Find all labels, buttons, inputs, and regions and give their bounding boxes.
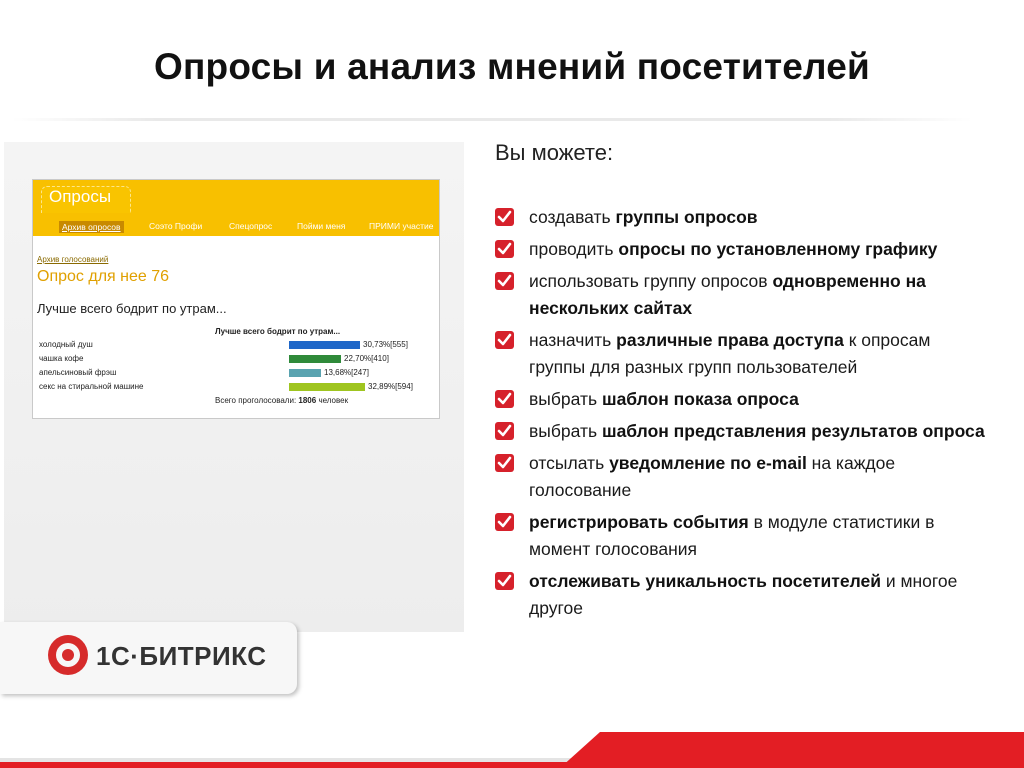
nav-item[interactable]: Пойми меня bbox=[297, 221, 346, 231]
checkbox-checked-icon bbox=[495, 240, 514, 258]
feature-item bbox=[495, 204, 985, 231]
feature-highlight: опросы по установленному графику bbox=[618, 239, 938, 259]
feature-highlight: различные права доступа bbox=[616, 330, 844, 350]
feature-list bbox=[495, 204, 985, 627]
feature-text: к опросам группы для разных групп пользователей bbox=[529, 330, 931, 377]
checkbox-checked-icon bbox=[495, 422, 514, 440]
bitrix-logo-icon bbox=[48, 635, 88, 675]
chart-category-label: апельсиновый фрэш bbox=[39, 368, 117, 377]
nav-item[interactable]: Спецопрос bbox=[229, 221, 273, 231]
poll-title: Опрос для нее 76 bbox=[37, 268, 170, 285]
checkbox-checked-icon bbox=[495, 513, 514, 531]
title-divider bbox=[12, 118, 972, 121]
nav-archive-polls[interactable]: Архив опросов bbox=[59, 221, 124, 233]
total-label: Всего проголосовали: bbox=[215, 396, 297, 405]
checkbox-checked-icon bbox=[495, 572, 514, 590]
poll-nav bbox=[33, 216, 439, 234]
feature-highlight: регистрировать события bbox=[529, 512, 749, 532]
chart-data-label: 30,73%[555] bbox=[363, 340, 408, 349]
feature-text: на каждое голосование bbox=[529, 453, 896, 500]
feature-item bbox=[495, 450, 985, 504]
chart-data-label: 13,68%[247] bbox=[324, 368, 369, 377]
feature-text: создавать bbox=[529, 207, 616, 227]
total-value: 1806 bbox=[298, 396, 317, 405]
chart-bar bbox=[289, 341, 360, 349]
feature-highlight: одновременно на нескольких сайтах bbox=[529, 271, 926, 318]
feature-text: выбрать bbox=[529, 389, 602, 409]
chart-category-label: секс на стиральной машине bbox=[39, 382, 144, 391]
feature-highlight: шаблон представления результатов опроса bbox=[601, 421, 985, 441]
poll-total bbox=[215, 396, 348, 405]
footer-red-accent bbox=[560, 732, 1024, 768]
chart-bar bbox=[289, 355, 341, 363]
chart-data-label: 32,89%[594] bbox=[368, 382, 413, 391]
poll-screenshot bbox=[32, 179, 440, 419]
feature-item bbox=[495, 418, 985, 445]
feature-text: в модуле статистики в момент голосования bbox=[529, 512, 935, 559]
logo-text: 1С·БИТРИКС bbox=[96, 641, 267, 671]
chart-bar bbox=[289, 383, 365, 391]
chart-title: Лучше всего бодрит по утрам... bbox=[215, 327, 341, 336]
feature-highlight: шаблон показа опроса bbox=[601, 389, 799, 409]
total-unit: человек bbox=[318, 396, 349, 405]
poll-header-title: Опросы bbox=[49, 187, 112, 206]
feature-text: назначить bbox=[529, 330, 617, 350]
chart-category-label: холодный душ bbox=[39, 340, 93, 349]
poll-header bbox=[33, 180, 439, 236]
checkbox-checked-icon bbox=[495, 454, 514, 472]
archive-link[interactable]: Архив голосований bbox=[37, 255, 109, 264]
feature-text: отсылать bbox=[529, 453, 610, 473]
feature-text: проводить bbox=[529, 239, 619, 259]
chart-data-label: 22,70%[410] bbox=[344, 354, 389, 363]
checkbox-checked-icon bbox=[495, 208, 514, 226]
page-title: Опросы и анализ мнений посетителей bbox=[154, 46, 870, 87]
feature-text: использовать группу опросов bbox=[529, 271, 773, 291]
feature-highlight: отслеживать уникальность посетителей bbox=[529, 571, 881, 591]
feature-highlight: уведомление по e-mail bbox=[609, 453, 807, 473]
feature-item bbox=[495, 509, 985, 563]
intro-text: Вы можете: bbox=[495, 140, 614, 165]
feature-text: и многое другое bbox=[529, 571, 958, 618]
nav-item[interactable]: Соэто Профи bbox=[149, 221, 203, 231]
feature-text: выбрать bbox=[529, 421, 602, 441]
checkbox-checked-icon bbox=[495, 272, 514, 290]
nav-item[interactable]: ПРИМИ участие bbox=[369, 221, 434, 231]
feature-item bbox=[495, 236, 985, 263]
chart-bar bbox=[289, 369, 321, 377]
feature-item bbox=[495, 386, 985, 413]
checkbox-checked-icon bbox=[495, 331, 514, 349]
feature-highlight: группы опросов bbox=[615, 207, 758, 227]
feature-item bbox=[495, 568, 985, 622]
checkbox-checked-icon bbox=[495, 390, 514, 408]
feature-item bbox=[495, 268, 985, 322]
poll-question: Лучше всего бодрит по утрам... bbox=[37, 301, 227, 316]
chart-category-label: чашка кофе bbox=[39, 354, 84, 363]
feature-item bbox=[495, 327, 985, 381]
